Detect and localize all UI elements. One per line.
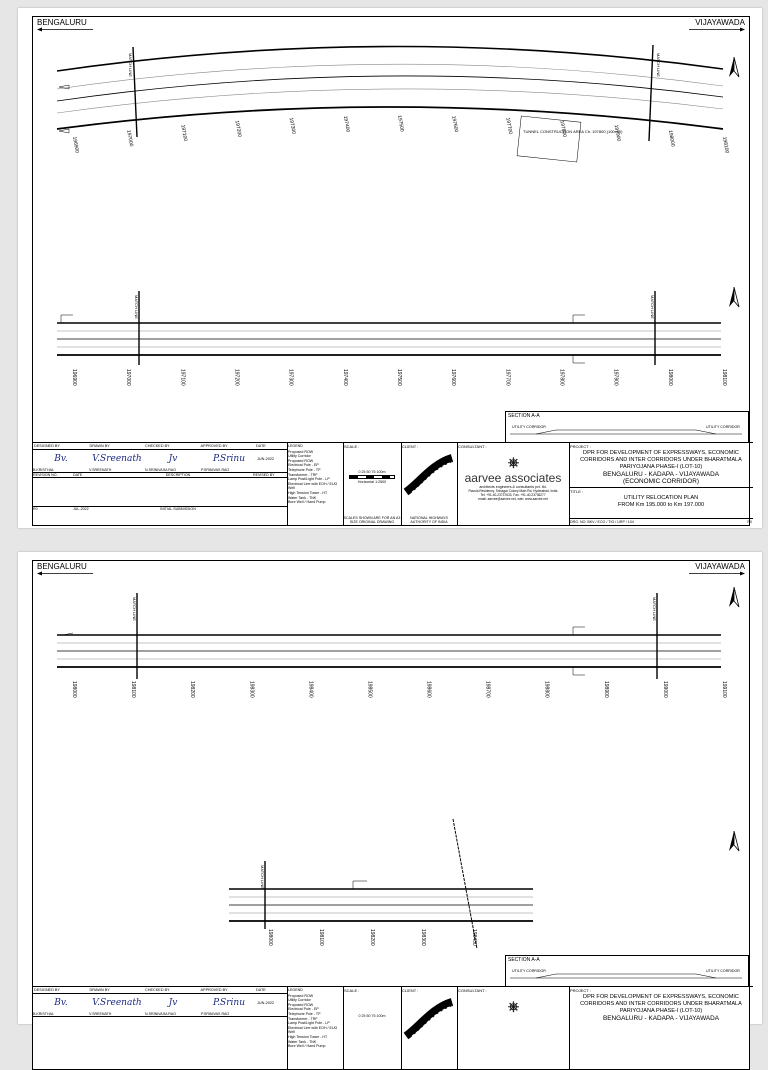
legend-item: Proposed ROW	[288, 449, 314, 454]
signature: Jv	[168, 454, 178, 464]
arrow-right-icon	[689, 571, 745, 576]
legend-item: Well	[288, 486, 295, 491]
section-label: SECTION A-A	[508, 413, 540, 419]
legend-item: Water Tank - TNK	[288, 1039, 317, 1044]
signature-block: DESIGNED BY DRAWN BY CHECKED BY APPROVED BY DATE Bv. V.Sreenath Jv P.Srinu JUN-2022 B.KRISTHAL V.SREENATH N.SRINIVASA RAO P.SRINIVAS RAO	[33, 987, 288, 1069]
legend-item: Lamp Post/Light Pole - LP	[288, 477, 330, 482]
chainage-label: 197300	[287, 369, 294, 386]
legend: LEGEND Proposed ROW Utility Corridor Proposed ROW Electrical Pole - EP Telephone Pole - TP Transformer - TRF Lamp Post/Light Pole - LP Electrical Line with EOH / EUG Well High Tension Tower - HT Water Tank - TNK Bore Well / Hand Pump	[287, 987, 344, 1069]
chainage-label: 198900	[602, 681, 609, 698]
signature: P.Srinu	[212, 998, 246, 1008]
chainage-label: 198000	[71, 681, 77, 698]
sheet-frame	[32, 560, 750, 1070]
chainage-label: 198800	[543, 681, 550, 698]
tunnel-note: TUNNEL CONSTRUCTION AREA Ch. 197800 (100x60)	[523, 129, 623, 134]
svg-text:UTILITY CORRIDOR: UTILITY CORRIDOR	[512, 969, 546, 973]
svg-text:UTILITY CORRIDOR: UTILITY CORRIDOR	[706, 969, 740, 973]
legend-item: Bore Well / Hand Pump	[288, 1044, 326, 1049]
signature: Jv	[168, 998, 178, 1008]
north-arrow-icon	[727, 587, 741, 609]
chainage-label: 196900	[71, 369, 77, 386]
title-block	[33, 442, 753, 525]
sheet-frame	[32, 16, 750, 526]
plan-view-straight	[33, 279, 749, 389]
consultant-block: CONSULTANT : ⎈ aarvee associates architects engineers & consultants pvt. ltd. Ravula Residency, Srinagar Colony Main Rd, Hyderabad, India Tel: +91-40-23737633, Fax: +91-40-23736277 email: aarvee@aarvee.net, web: www.aarvee.net	[457, 443, 570, 525]
client-block: CLIENT : NATIONAL HIGHWAYS AUTHORITY OF INDIA	[401, 443, 458, 525]
legend-item: Electrical Line with EOH / EUG	[288, 1025, 338, 1030]
match-line-label: MATCH LINE	[128, 53, 133, 77]
aarvee-logo: ⎈	[507, 998, 519, 1014]
chainage-label: 197000	[125, 129, 135, 148]
legend-item: Proposed ROW	[288, 993, 314, 998]
chainage-label: 197700	[504, 117, 514, 135]
legend-item: Electrical Pole - EP	[288, 463, 319, 468]
chainage-label: 197700	[504, 369, 511, 386]
match-line-label: MATCH LINE	[652, 597, 657, 621]
signature: V.Sreenath	[92, 998, 142, 1008]
signature-block: DESIGNED BY DRAWN BY CHECKED BY APPROVED BY DATE Bv. V.Sreenath Jv P.Srinu JUN-2022 B.KRISTHAL V.SREENATH N.SRINIVASA RAO P.SRINIVAS RAO REVISION NO. DATE DESCRIPTION REVISED BY R0 JUL-2022 INITIAL SUBMISSION	[33, 443, 288, 525]
legend-item: Telephone Pole - TP	[288, 1011, 321, 1016]
legend-item: Lamp Post/Light Pole - LP	[288, 1021, 330, 1026]
legend-item: Transformer - TRF	[288, 472, 318, 477]
nhai-logo	[402, 996, 456, 1040]
match-line-label: MATCH LINE	[134, 295, 139, 319]
match-line-label: MATCH LINE	[260, 865, 265, 889]
legend-item: Well	[288, 1030, 295, 1035]
chainage-label: 197300	[287, 117, 297, 135]
svg-text:UTILITY CORRIDOR: UTILITY CORRIDOR	[706, 425, 740, 429]
signature: V.Sreenath	[92, 454, 142, 464]
chainage-label: 197900	[612, 369, 619, 386]
drawing-sheet-2	[18, 552, 762, 1049]
drawing-sheet-1	[18, 8, 762, 528]
chainage-label: 197000	[125, 369, 132, 386]
legend-item: Telephone Pole - TP	[288, 467, 321, 472]
chainage-label: 197500	[396, 369, 402, 386]
north-arrow-icon	[727, 57, 741, 79]
chainage-label: 197500	[396, 114, 405, 133]
chainage-label: 198400	[471, 929, 477, 946]
chainage-label: 198100	[721, 369, 727, 386]
chainage-label: 197100	[179, 369, 186, 386]
signature: Bv.	[54, 998, 68, 1008]
direction-vijayawada: VIJAYAWADA	[689, 562, 745, 576]
svg-text:UTILITY CORRIDOR: UTILITY CORRIDOR	[512, 425, 546, 429]
plan-view-curved	[33, 31, 749, 191]
project-block: PROJECT : DPR FOR DEVELOPMENT OF EXPRESSWAYS, ECONOMIC CORRIDORS AND INTER CORRIDORS UNDER BHARATMALA PARIYOJANA PHASE-I (LOT-10) BENGALURU - KADAPA - VIJAYAWADA (ECONOMIC CORRIDOR) TITLE : UTILITY RELOCATION PLAN FROM Km 195.000 to Km 197.000 DRG. NO. BKV / ECO / TIG / URP / 104 R0	[570, 444, 752, 524]
signature: Bv.	[54, 454, 68, 464]
signature: P.Srinu	[212, 454, 246, 464]
legend-item: Proposed ROW	[288, 458, 314, 463]
chainage-label: 197200	[233, 120, 243, 138]
legend: LEGEND Proposed ROW Utility Corridor Proposed ROW Electrical Pole - EP Telephone Pole - TP Transformer - TRF Lamp Post/Light Pole - LP Electrical Line with EOH / EUG Well High Tension Tower - HT Water Tank - TNK Bore Well / Hand Pump	[287, 443, 344, 525]
chainage-label: 198500	[366, 681, 373, 698]
chainage-label: 197100	[179, 124, 189, 142]
direction-bengaluru: BENGALURU	[37, 562, 93, 576]
chainage-label: 198400	[307, 681, 314, 698]
chainage-label: 198200	[189, 681, 196, 698]
section-a-a	[505, 411, 749, 443]
legend-item: Proposed ROW	[288, 1002, 314, 1007]
direction-bengaluru: BENGALURU	[37, 18, 93, 32]
project-block: PROJECT : DPR FOR DEVELOPMENT OF EXPRESSWAYS, ECONOMIC CORRIDORS AND INTER CORRIDORS UNDER BHARATMALA PARIYOJANA PHASE-I (LOT-10) BENGALURU - KADAPA - VIJAYAWADA	[570, 988, 742, 1022]
chainage-label: 199000	[661, 681, 668, 698]
chainage-label: 199100	[721, 681, 727, 698]
chainage-label: 198600	[425, 681, 432, 698]
nhai-logo	[402, 452, 456, 496]
chainage-label: 198700	[484, 681, 491, 698]
arrow-left-icon	[37, 571, 93, 576]
chainage-label: 197800	[558, 369, 565, 386]
legend-item: Utility Corridor	[288, 454, 311, 459]
direction-vijayawada: VIJAYAWADA	[689, 18, 745, 32]
section-label: SECTION A-A	[508, 957, 540, 963]
chainage-label: 198000	[666, 129, 676, 148]
chainage-label: 198100	[318, 929, 324, 946]
legend-item: Electrical Line with EOH / EUG	[288, 481, 338, 486]
client-block: CLIENT :	[401, 987, 458, 1069]
chainage-label: 197900	[612, 124, 622, 142]
legend-item: Electrical Pole - EP	[288, 1007, 319, 1012]
chainage-label: 197600	[450, 115, 460, 133]
legend-item: Transformer - TRF	[288, 1016, 318, 1021]
chainage-label: 197400	[341, 369, 348, 386]
north-arrow-icon	[727, 287, 741, 309]
legend-item: Bore Well / Hand Pump	[288, 500, 326, 505]
chainage-label: 198100	[130, 681, 137, 698]
plan-view-straight	[33, 583, 749, 713]
consultant-block: CONSULTANT : ⎈	[457, 987, 570, 1069]
chainage-label: 198000	[666, 369, 673, 386]
legend-item: Utility Corridor	[288, 998, 311, 1003]
chainage-label: 197600	[450, 369, 457, 386]
title-block	[33, 986, 753, 1069]
chainage-label: 198100	[721, 136, 730, 154]
scale-block: SCALE : 0 25 50 75 100m	[343, 987, 402, 1069]
section-a-a	[505, 955, 749, 987]
match-line-label: MATCH LINE	[650, 295, 655, 319]
chainage-label: 198300	[420, 929, 426, 946]
chainage-label: 198000	[267, 929, 273, 946]
legend-item: High Tension Tower - HT	[288, 490, 328, 495]
plan-view-partial	[33, 809, 749, 949]
north-arrow-icon	[727, 831, 741, 853]
chainage-label: 197200	[233, 369, 240, 386]
legend-item: Water Tank - TNK	[288, 495, 317, 500]
match-line-label: MATCH LINE	[132, 597, 137, 621]
match-line-label: MATCH LINE	[656, 53, 661, 77]
legend-item: High Tension Tower - HT	[288, 1034, 328, 1039]
chainage-label: 198200	[369, 929, 375, 946]
chainage-label: 197800	[558, 120, 568, 138]
aarvee-logo: ⎈	[507, 454, 519, 470]
chainage-label: 197400	[341, 115, 351, 133]
chainage-label: 196900	[71, 136, 80, 154]
chainage-label: 198300	[248, 681, 255, 698]
scale-block: SCALE : 0 25 50 75 100m Horizontal 1:2500 SCALES SHOWN ARE FOR AN A3 SIZE ORIGINAL DRAWING	[343, 444, 401, 524]
